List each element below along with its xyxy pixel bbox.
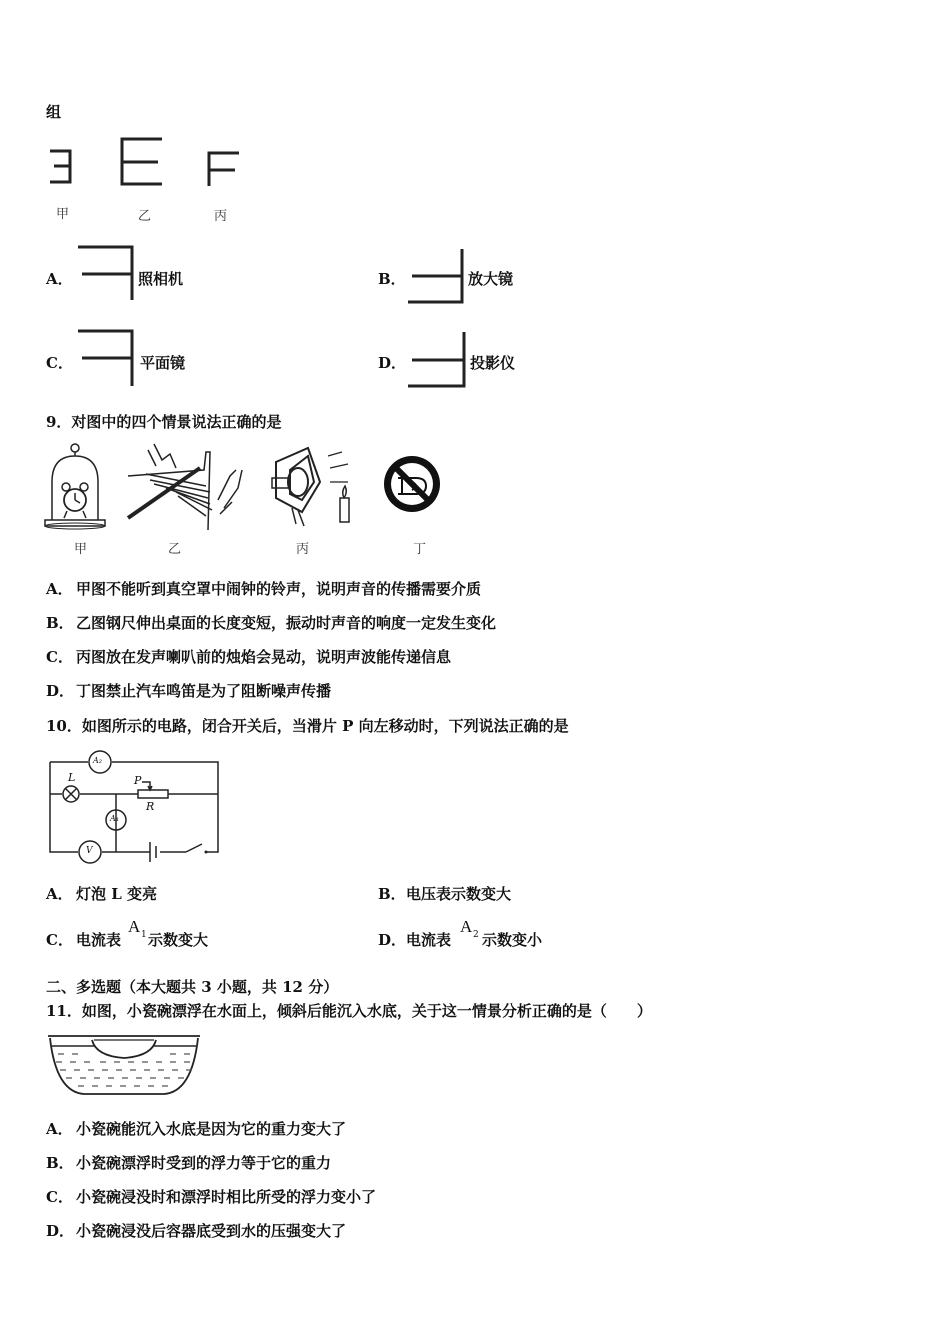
q10-option-c-suffix: 示数变大: [148, 931, 209, 949]
circuit-label-r: R: [146, 800, 155, 813]
circuit-label-a2: A₂: [93, 756, 102, 765]
section-2-title: 二、多选题（本大题共 3 小题，共 12 分）: [46, 978, 339, 996]
option-d-text: 投影仪: [470, 354, 516, 372]
q10-option-d-suffix: 示数变小: [482, 931, 543, 949]
q9-option-d-text: 丁图禁止汽车鸣笛是为了阻断噪声传播: [76, 682, 332, 700]
q10-option-b-letter: B．: [378, 885, 406, 903]
q10-option-d-letter: D．: [378, 931, 407, 949]
option-c-letter: C．: [46, 354, 73, 372]
bowl-in-water-figure: [44, 1032, 204, 1102]
circuit-label-v: V: [86, 846, 93, 856]
q11-option-d-text: 小瓷碗浸没后容器底受到水的压强变大了: [76, 1222, 347, 1240]
q9-option-a-letter: A．: [46, 580, 73, 598]
q11-option-b-letter: B．: [46, 1154, 74, 1172]
q10-option-c-text: 电流表: [76, 931, 122, 949]
q11-option-d-letter: D．: [46, 1222, 75, 1240]
option-a-letter: A．: [46, 270, 73, 288]
figure-bing-f: [205, 150, 245, 195]
question-11-stem: 11．如图，小瓷碗漂浮在水面上，倾斜后能沉入水底，关于这一情景分析正确的是（ ）: [46, 1002, 652, 1020]
circuit-label-a1: A₁: [110, 814, 119, 823]
q9-option-c-letter: C．: [46, 648, 73, 666]
q11-option-c-text: 小瓷碗浸没时和漂浮时相比所受的浮力变小了: [76, 1188, 377, 1206]
q11-option-b-text: 小瓷碗漂浮时受到的浮力等于它的重力: [76, 1154, 332, 1172]
q10-option-c-letter: C．: [46, 931, 73, 949]
ruler-on-table-figure: [126, 440, 246, 530]
q9-option-a-text: 甲图不能听到真空罩中闹钟的铃声，说明声音的传播需要介质: [76, 580, 482, 598]
q9-option-c-text: 丙图放在发声喇叭前的烛焰会晃动，说明声波能传递信息: [76, 648, 452, 666]
q9-option-b-letter: B．: [46, 614, 74, 632]
q10-option-b-text: 电压表示数变大: [406, 885, 512, 903]
q10-option-d-subscript: 2: [473, 930, 479, 940]
question-10-stem: 10．如图所示的电路，闭合开关后，当滑片 P 向左移动时，下列说法正确的是: [46, 717, 569, 735]
q10-option-c-symbol: A: [128, 917, 141, 936]
bell-jar-clock-figure: [42, 442, 112, 532]
q9-option-d-letter: D．: [46, 682, 75, 700]
figure-label-bing: 丙: [214, 209, 228, 224]
option-b-figure: [404, 246, 468, 308]
figure-yi-e: [118, 136, 168, 191]
circuit-label-p: P: [134, 774, 142, 787]
q9-label-jia: 甲: [74, 542, 88, 557]
option-b-letter: B．: [378, 270, 406, 288]
option-b-text: 放大镜: [468, 270, 514, 288]
circuit-label-l: L: [68, 771, 76, 784]
option-a-text: 照相机: [138, 270, 184, 288]
q10-option-c-subscript: 1: [141, 930, 147, 940]
q10-option-a-text: 灯泡 L 变亮: [76, 885, 157, 903]
q11-option-a-letter: A．: [46, 1120, 73, 1138]
option-a-figure: [74, 242, 138, 304]
q10-option-a-letter: A．: [46, 885, 73, 903]
q9-label-ding: 丁: [413, 542, 427, 557]
q11-option-a-text: 小瓷碗能沉入水底是因为它的重力变大了: [76, 1120, 347, 1138]
q9-label-bing: 丙: [296, 542, 310, 557]
option-d-letter: D．: [378, 354, 407, 372]
circuit-diagram: [46, 750, 226, 860]
figure-label-jia: 甲: [56, 207, 70, 222]
q10-option-d-symbol: A: [460, 917, 473, 936]
figure-jia-reversed-e: [48, 148, 78, 188]
figure-label-yi: 乙: [138, 209, 152, 224]
q9-label-yi: 乙: [168, 542, 182, 557]
q9-option-b-text: 乙图钢尺伸出桌面的长度变短，振动时声音的响度一定发生变化: [76, 614, 497, 632]
q11-option-c-letter: C．: [46, 1188, 73, 1206]
option-c-figure: [74, 326, 138, 388]
speaker-candle-figure: [268, 442, 358, 528]
option-c-text: 平面镜: [140, 354, 186, 372]
question-8-tail: 组: [46, 103, 62, 121]
option-d-figure: [404, 330, 468, 392]
no-honking-sign-figure: [382, 444, 446, 528]
q10-option-d-text: 电流表: [406, 931, 452, 949]
question-9-stem: 9．对图中的四个情景说法正确的是: [46, 413, 282, 431]
